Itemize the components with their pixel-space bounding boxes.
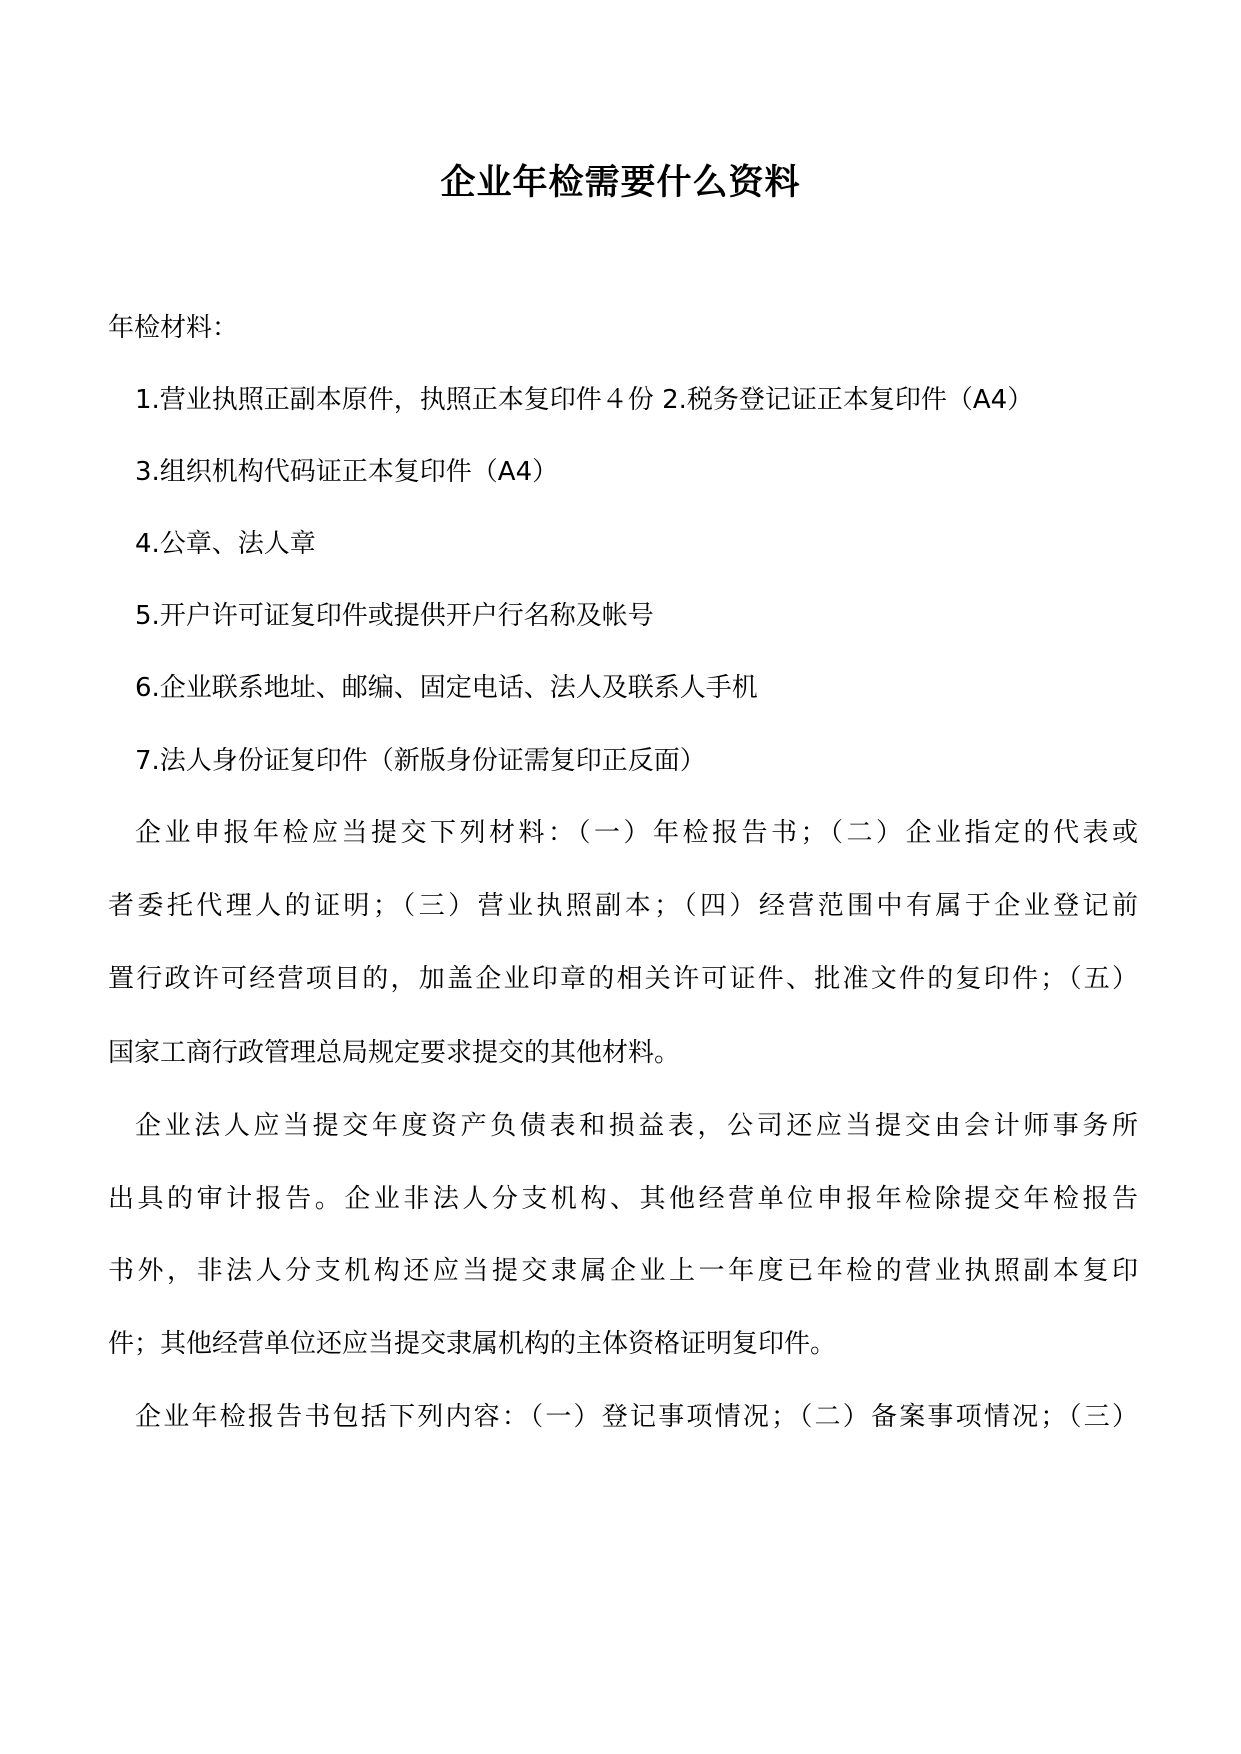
- materials-heading: 年检材料：: [108, 313, 239, 343]
- list-item: 3.组织机构代码证正本复印件（A4）: [135, 457, 559, 487]
- paragraph-line: 企业申报年检应当提交下列材料：（一）年检报告书；（二）企业指定的代表或: [135, 818, 1138, 848]
- paragraph-line: 国家工商行政管理总局规定要求提交的其他材料。: [108, 1038, 681, 1068]
- paragraph-line: 者委托代理人的证明；（三）营业执照副本；（四）经营范围中有属于企业登记前: [108, 891, 1138, 921]
- paragraph-line: 置行政许可经营项目的，加盖企业印章的相关许可证件、批准文件的复印件；（五）: [108, 964, 1138, 994]
- paragraph-line: 企业年检报告书包括下列内容：（一）登记事项情况；（二）备案事项情况；（三）: [135, 1402, 1138, 1432]
- list-item: 1.营业执照正副本原件，执照正本复印件４份 2.税务登记证正本复印件（A4）: [135, 385, 1034, 415]
- paragraph-line: 出具的审计报告。企业非法人分支机构、其他经营单位申报年检除提交年检报告: [108, 1184, 1138, 1214]
- list-item: 6.企业联系地址、邮编、固定电话、法人及联系人手机: [135, 673, 758, 703]
- paragraph-line: 件；其他经营单位还应当提交隶属机构的主体资格证明复印件。: [108, 1329, 837, 1359]
- list-item: 4.公章、法人章: [135, 529, 316, 559]
- document-title: 企业年检需要什么资料: [440, 162, 801, 203]
- list-item: 7.法人身份证复印件（新版身份证需复印正反面）: [135, 746, 706, 776]
- paragraph-line: 书外，非法人分支机构还应当提交隶属企业上一年度已年检的营业执照副本复印: [108, 1256, 1138, 1286]
- list-item: 5.开户许可证复印件或提供开户行名称及帐号: [135, 601, 654, 631]
- paragraph-line: 企业法人应当提交年度资产负债表和损益表，公司还应当提交由会计师事务所: [135, 1111, 1138, 1141]
